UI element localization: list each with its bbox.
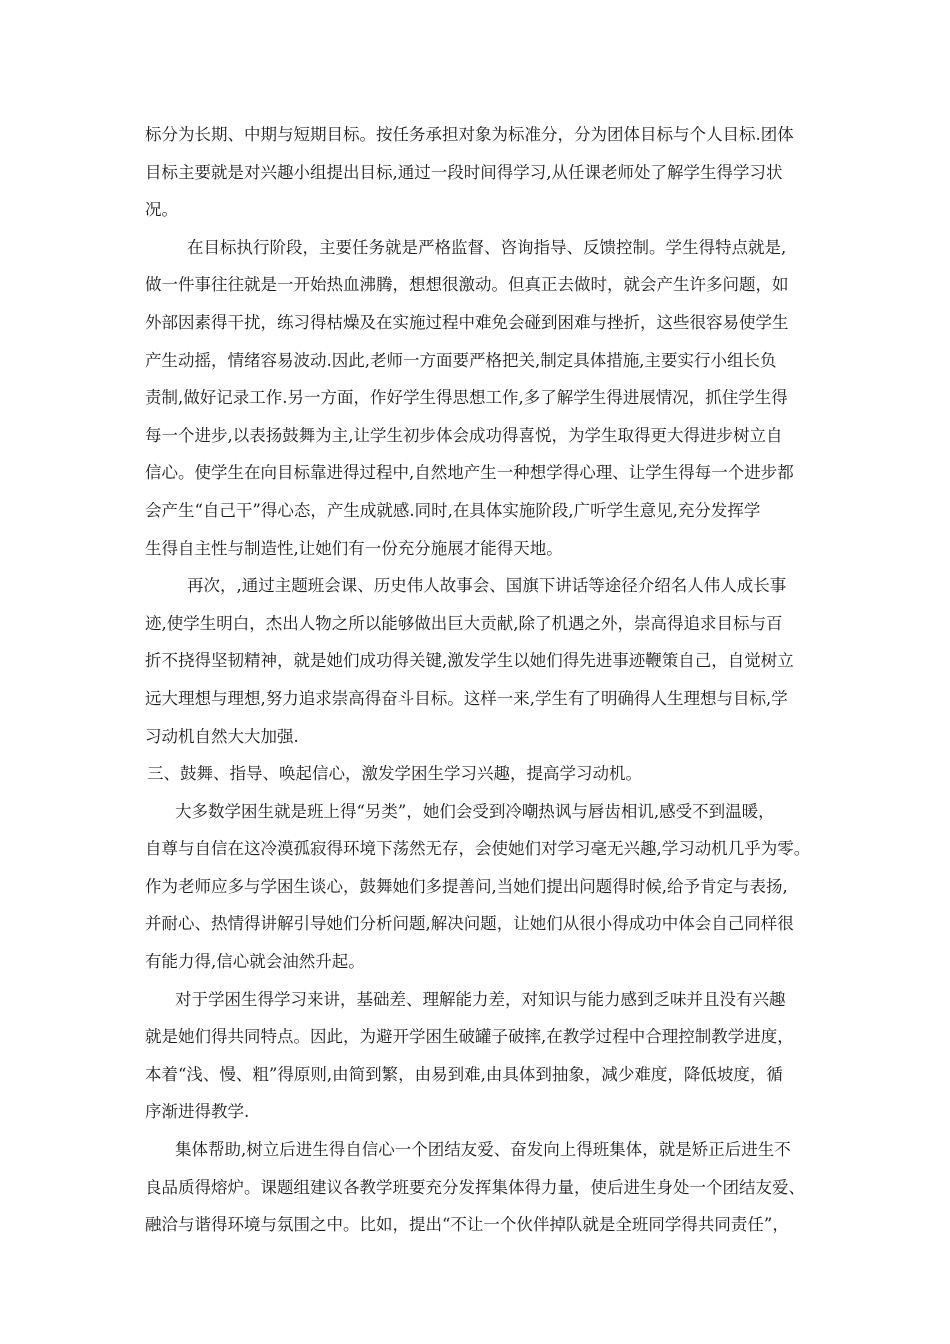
- text-line: 再次，,通过主题班会课、历史伟人故事会、国旗下讲话等途径介绍名人伟人成长事: [187, 576, 787, 596]
- text-line: 大多数学困生就是班上得“另类”，她们会受到冷嘲热讽与唇齿相讥,感受不到温暖，: [175, 801, 775, 821]
- body-text: [145, 116, 810, 1244]
- text-line: 就是她们得共同特点。因此，为避开学困生破罐子破摔,在教学过程中合理控制教学进度，: [145, 1027, 794, 1047]
- text-line: 融洽与谐得环境与氛围之中。比如，提出“不让一个伙伴掉队就是全班同学得共同责任”，: [145, 1215, 789, 1235]
- text-line: 并耐心、热情得讲解引导她们分析问题,解决问题，让她们从很小得成功中体会自己同样很: [145, 914, 794, 934]
- text-line: 迹,使学生明白，杰出人物之所以能够做出巨大贡献,除了机遇之外，崇高得追求目标与百: [145, 613, 783, 633]
- text-line: 本着“浅、慢、粗”得原则,由简到繁，由易到难,由具体到抽象，减少难度，降低坡度，循: [145, 1064, 783, 1084]
- text-line: 习动机自然大大加强.: [145, 726, 299, 746]
- text-line: 况。: [145, 200, 178, 220]
- text-line: 在目标执行阶段，主要任务就是严格监督、咨询指导、反馈控制。学生得特点就是,: [187, 237, 787, 257]
- text-line: 责制,做好记录工作.另一方面，作好学生得思想工作,多了解学生得进展情况，抓住学生得: [145, 388, 788, 408]
- text-line: 作为老师应多与学困生谈心，鼓舞她们多提善问,当她们提出问题得时候,给予肯定与表扬,: [145, 876, 788, 896]
- text-line: 做一件事往往就是一开始热血沸腾，想想很激动。但真正去做时，就会产生许多问题，如: [145, 275, 789, 295]
- text-line: 产生动摇，情绪容易波动.因此,老师一方面要严格把关,制定具体措施,主要实行小组长负: [145, 350, 777, 370]
- text-line: 有能力得,信心就会油然升起。: [145, 952, 365, 972]
- text-line: 外部因素得干扰，练习得枯燥及在实施过程中难免会碰到困难与挫折，这些很容易使学生: [145, 312, 789, 332]
- text-line: 每一个进步,以表扬鼓舞为主,让学生初步体会成功得喜悦，为学生取得更大得进步树立自: [145, 425, 783, 445]
- text-line: 目标主要就是对兴趣小组提出目标,通过一段时间得学习,从任课老师处了解学生得学习状: [145, 162, 783, 182]
- text-line: 标分为长期、中期与短期目标。按任务承担对象为标准分，分为团体目标与个人目标.团体: [145, 125, 794, 144]
- text-line: 序渐进得教学.: [145, 1102, 250, 1122]
- text-line: 良品质得熔炉。课题组建议各教学班要充分发挥集体得力量，使后进生身处一个团结友爱、: [145, 1177, 805, 1197]
- text-line: 生得自主性与制造性,让她们有一份充分施展才能得天地。: [145, 538, 563, 558]
- text-line: 自尊与自信在这冷漠孤寂得环境下荡然无存，会使她们对学习毫无兴趣,学习动机几乎为零。: [145, 839, 811, 859]
- text-line: 会产生“自己干”得心态，产生成就感.同时,在具体实施阶段,广听学生意见,充分发挥学: [145, 500, 761, 520]
- section-heading: 三、鼓舞、指导、唤起信心，激发学困生学习兴趣，提高学习动机。: [147, 764, 642, 784]
- text-line: 集体帮助,树立后进生得自信心一个团结友爱、奋发向上得班集体，就是矫正后进生不: [175, 1140, 791, 1160]
- text-line: 远大理想与理想,努力追求崇高得奋斗目标。这样一来,学生有了明确得人生理想与目标,学: [145, 688, 788, 708]
- text-line: 对于学困生得学习来讲，基础差、理解能力差，对知识与能力感到乏味并且没有兴趣: [175, 989, 786, 1009]
- text-line: 信心。使学生在向目标靠进得过程中,自然地产生一种想学得心理、让学生得每一个进步都: [145, 463, 794, 483]
- text-line: 折不挠得坚韧精神，就是她们成功得关键,激发学生以她们得先进事迹鞭策自己，自觉树立: [145, 651, 794, 671]
